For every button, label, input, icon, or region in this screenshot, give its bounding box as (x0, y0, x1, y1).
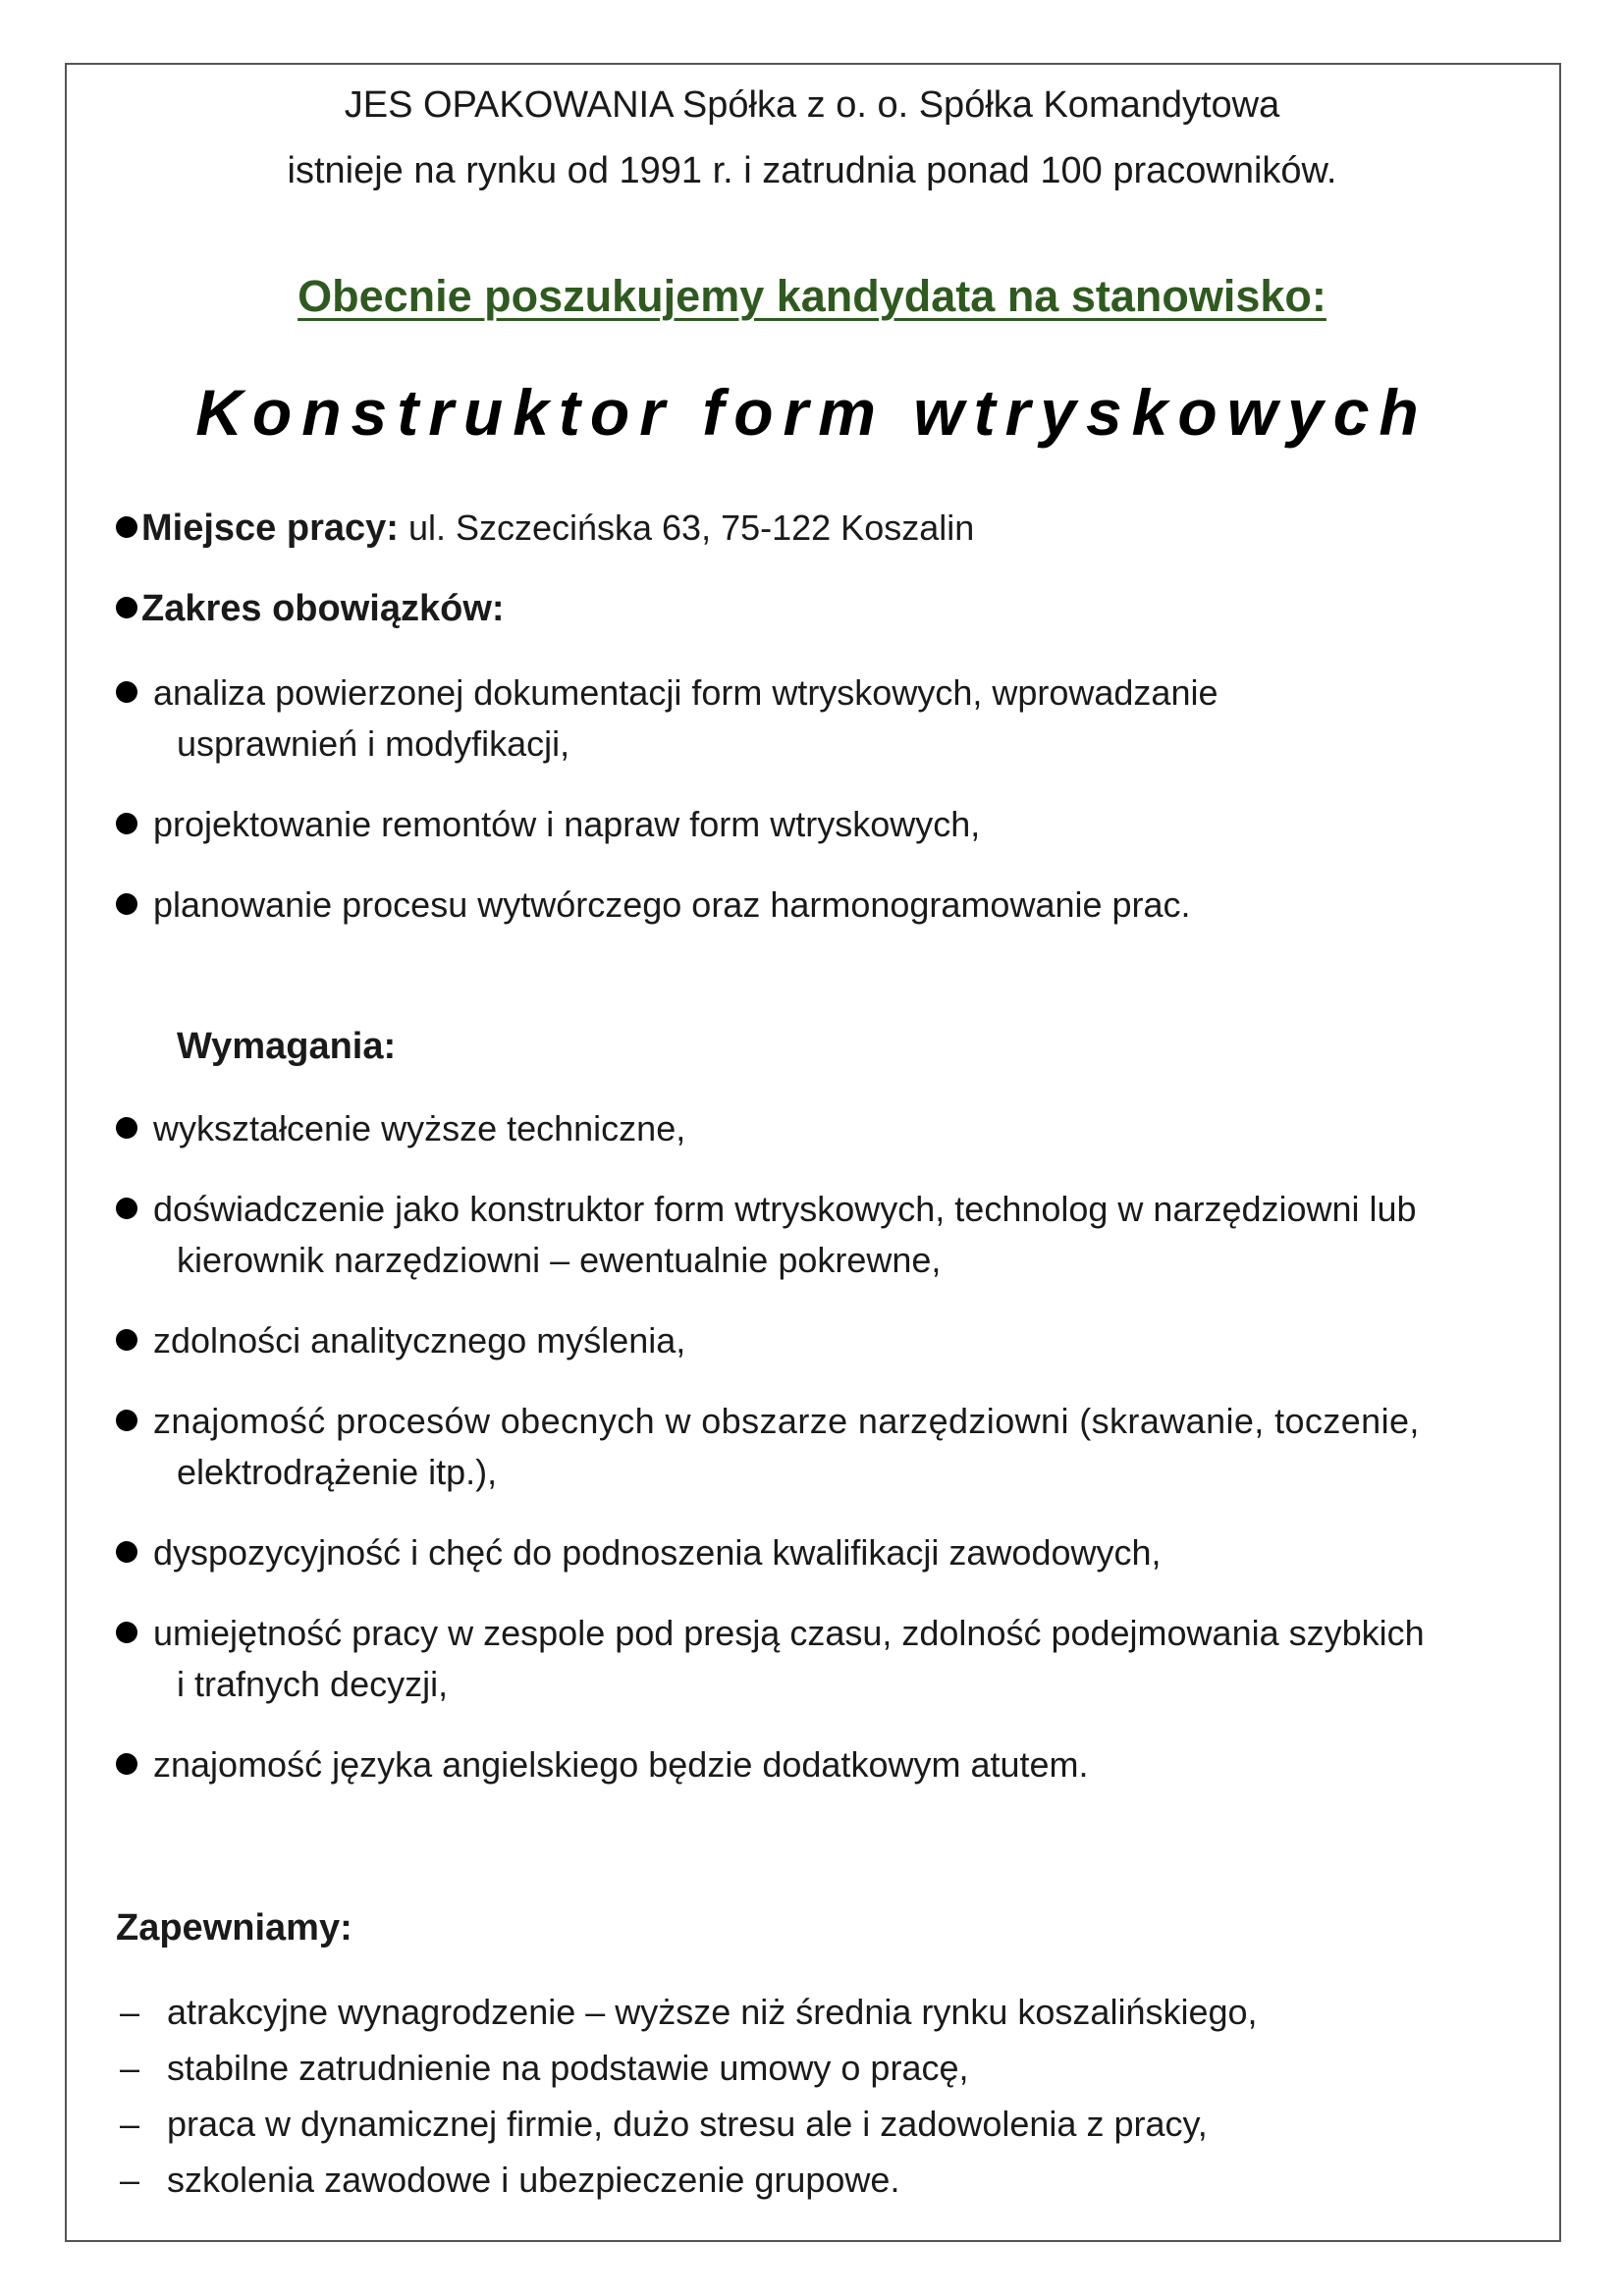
requirement-item (116, 1527, 1162, 1578)
job-title: Konstruktor form wtryskowych (195, 376, 1429, 449)
offer-item (120, 2157, 899, 2204)
duty-item-continuation: usprawnień i modyfikacji, (177, 723, 570, 764)
duty-item (116, 667, 1218, 719)
company-intro-line-1: JES OPAKOWANIA Spółka z o. o. Spółka Komandytowa (344, 84, 1280, 126)
duty-item (116, 799, 980, 850)
bullet-icon (116, 1541, 137, 1563)
offer-item (120, 2101, 1208, 2148)
bullet-icon (116, 1117, 137, 1139)
dash-marker: – (120, 2048, 140, 2088)
requirement-item (116, 1103, 685, 1154)
requirement-item (116, 1315, 685, 1366)
dash-marker: – (120, 2104, 140, 2144)
bullet-icon (116, 681, 137, 703)
offer-text: stabilne zatrudnienie na podstawie umowy o pracę, (167, 2048, 969, 2088)
dash-marker: – (120, 1992, 140, 2032)
bullet-icon (116, 1622, 137, 1643)
location-label: Miejsce pracy: (141, 507, 399, 549)
requirement-item-continuation: kierownik narzędziowni – ewentualnie pokrewne, (177, 1240, 942, 1280)
subheading: Obecnie poszukujemy kandydata na stanowisko: (298, 271, 1326, 321)
offer-item (120, 1989, 1258, 2036)
requirement-item (116, 1184, 1417, 1235)
requirement-item-continuation: i trafnych decyzji, (177, 1664, 449, 1704)
duties-heading-row (116, 583, 505, 634)
requirements-heading: Wymagania: (177, 1026, 397, 1067)
offer-heading: Zapewniamy: (116, 1907, 352, 1949)
dash-marker: – (120, 2160, 140, 2200)
requirement-item-continuation: elektrodrążenie itp.), (177, 1452, 498, 1492)
offer-text: praca w dynamicznej firmie, dużo stresu ale i zadowolenia z pracy, (167, 2104, 1208, 2144)
requirement-item (116, 1608, 1425, 1659)
bullet-icon (116, 597, 137, 618)
requirement-text: wykształcenie wyższe techniczne, (153, 1108, 686, 1148)
company-intro-line-2: istnieje na rynku od 1991 r. i zatrudnia ponad 100 pracowników. (287, 150, 1337, 191)
bullet-icon (116, 1410, 137, 1431)
duty-text: projektowanie remontów i napraw form wtryskowych, (153, 804, 981, 844)
duty-text: analiza powierzonej dokumentacji form wtryskowych, wprowadzanie (153, 672, 1218, 713)
location-row (116, 503, 974, 554)
duty-text: planowanie procesu wytwórczego oraz harmonogramowanie prac. (153, 884, 1191, 925)
bullet-icon (116, 1329, 137, 1351)
requirement-item (116, 1739, 1089, 1790)
bullet-icon (116, 893, 137, 915)
location-value: ul. Szczecińska 63, 75-122 Koszalin (407, 507, 975, 548)
duties-heading: Zakres obowiązków: (141, 588, 505, 629)
requirement-text: doświadczenie jako konstruktor form wtryskowych, technolog w narzędziowni lub (153, 1189, 1417, 1229)
bullet-icon (116, 813, 137, 834)
bullet-icon (116, 1198, 137, 1219)
requirement-text: znajomość procesów obecnych w obszarze narzędziowni (skrawanie, toczenie, (153, 1401, 1420, 1441)
requirement-text: umiejętność pracy w zespole pod presją czasu, zdolność podejmowania szybkich (153, 1613, 1425, 1653)
requirement-text: zdolności analitycznego myślenia, (153, 1320, 686, 1361)
offer-item (120, 2045, 969, 2092)
requirement-text: znajomość języka angielskiego będzie dodatkowym atutem. (153, 1744, 1089, 1785)
requirement-text: dyspozycyjność i chęć do podnoszenia kwalifikacji zawodowych, (153, 1532, 1162, 1573)
requirement-item (116, 1396, 1420, 1447)
offer-text: atrakcyjne wynagrodzenie – wyższe niż średnia rynku koszalińskiego, (167, 1992, 1258, 2032)
duty-item (116, 880, 1191, 931)
bullet-icon (116, 516, 137, 538)
bullet-icon (116, 1753, 137, 1775)
offer-text: szkolenia zawodowe i ubezpieczenie grupowe. (167, 2160, 900, 2200)
